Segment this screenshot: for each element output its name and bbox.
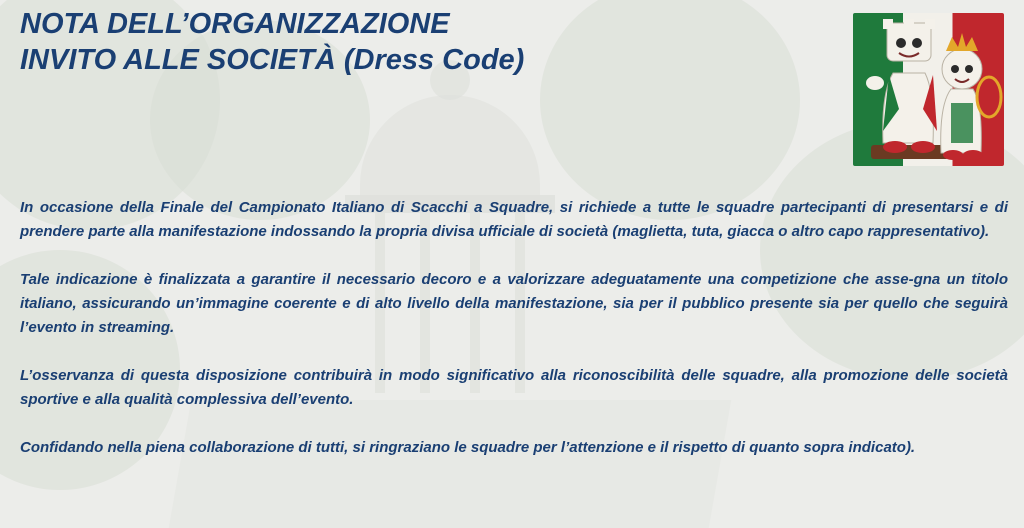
paragraph-2: Tale indicazione è finalizzata a garantire il necessario decoro e a valorizzare adeguatamente una competizione che asse-gna un titolo italiano, assicurando un’immagine coerente e di alto livello della manifestazione, sia per il pubblico presente sia per quello che seguirà l’evento in streaming. (20, 271, 1008, 336)
paragraph-1: In occasione della Finale del Campionato Italiano di Scacchi a Squadre, si richiede a tutte le squadre partecipanti di presentarsi e di prendere parte alla manifestazione indossando la propria divisa ufficiale di società (maglietta, tuta, giacca o altro capo rappresentativo). (20, 199, 1008, 240)
title-line-2: INVITO ALLE SOCIETÀ (Dress Code) (20, 44, 525, 76)
paragraph-4: Confidando nella piena collaborazione di tutti, si ringraziano le squadre per l’attenzione e il rispetto di quanto sopra indicato). (20, 439, 916, 456)
notice-body (20, 196, 1008, 484)
chess-mascots-image (853, 13, 1004, 166)
paragraph-3: L’osservanza di questa disposizione contribuirà in modo significativo alla riconoscibilità delle squadre, alla promozione delle società sportive e alla qualità complessiva dell’evento. (20, 367, 1008, 408)
page-title (20, 6, 524, 78)
title-line-1: NOTA DELL’ORGANIZZAZIONE (20, 8, 450, 40)
chess-mascots-icon (853, 13, 1004, 166)
